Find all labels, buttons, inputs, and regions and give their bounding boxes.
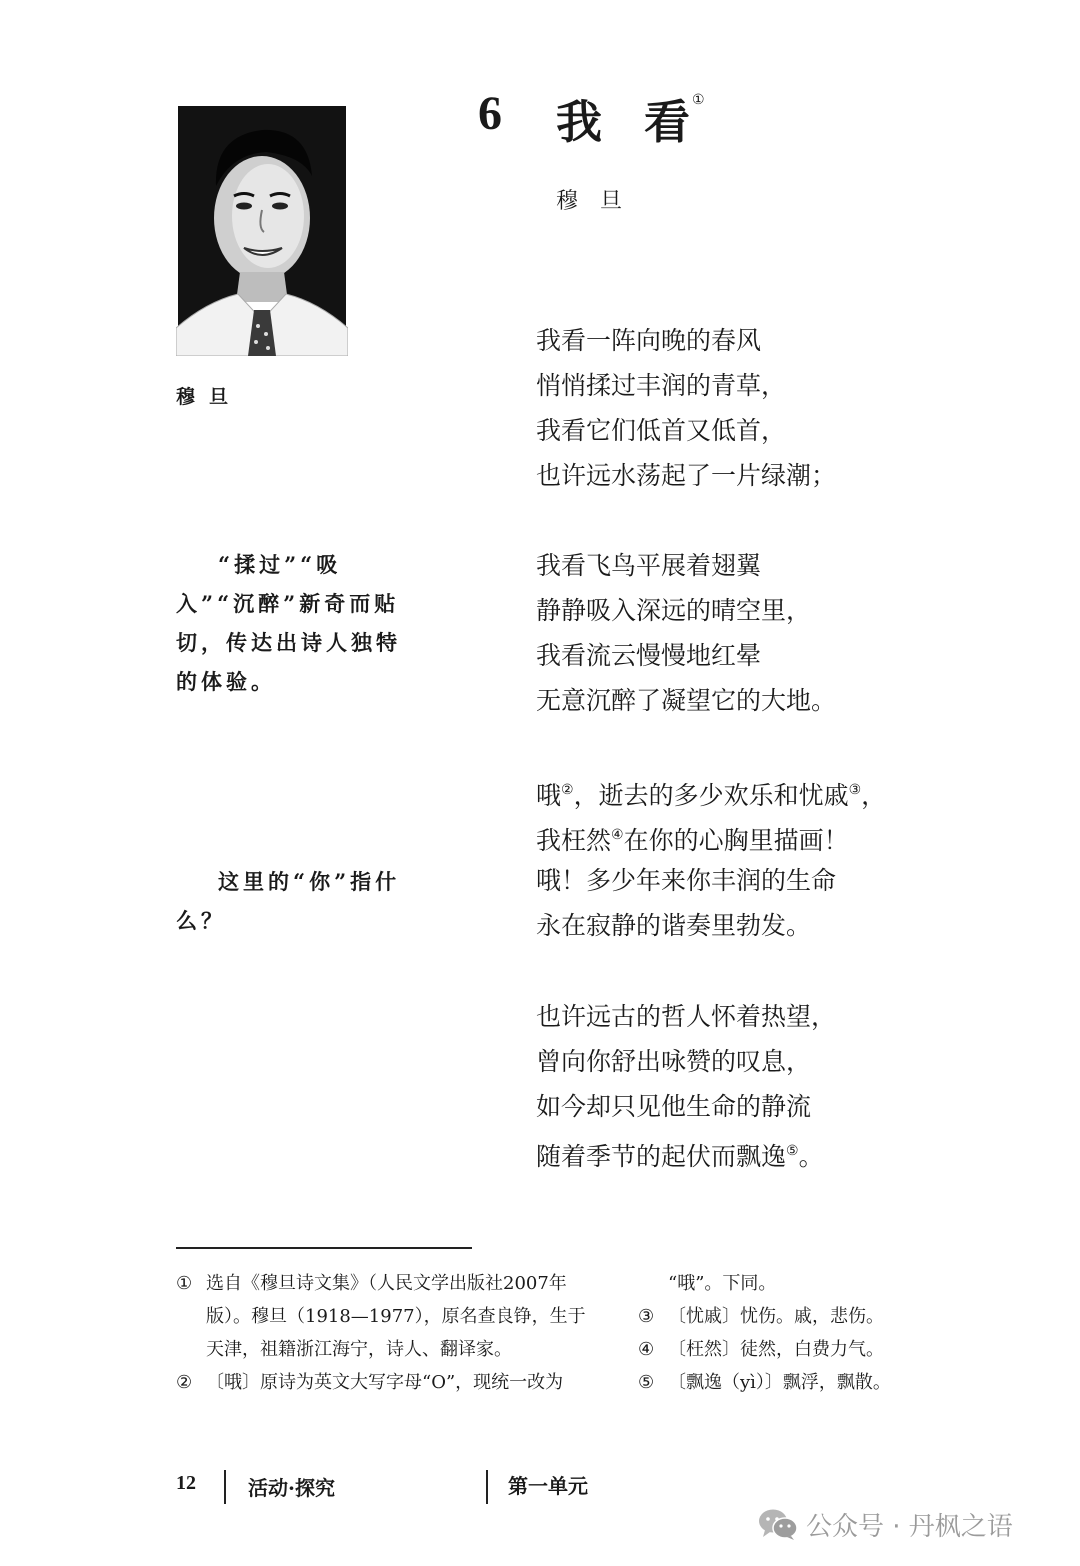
title-char: 看 [644,95,690,149]
page-number: 12 [176,1472,196,1494]
line-text: 随着季节的起伏而飘逸 [536,1142,787,1171]
margin-note: “揉过”“吸入”“沉醉”新奇而贴切，传达出诗人独特的体验。 [176,552,401,694]
line-text: 。 [798,1142,824,1171]
poem-line: 我看流云慢慢地红晕 [536,641,762,670]
footnotes-left [176,1267,596,1399]
poem-line: 我看飞鸟平展着翅翼 [536,551,762,580]
footnote-3 [638,1300,938,1333]
poem-line: 静静吸入深远的晴空里， [536,596,812,625]
poem-line [536,813,886,858]
poem-line: 悄悄揉过丰润的青草， [536,371,787,400]
poem-line: 永在寂静的谐奏里勃发。 [536,911,812,940]
footnote-ref: ⑤ [786,1143,799,1159]
footnote-ref: ③ [848,782,862,798]
poem-stanza-2 [536,543,836,723]
photo-caption: 穆旦 [176,386,243,408]
footnote-ref: ④ [611,827,624,843]
line-text: ，逝去的多少欢乐和忧戚 [573,781,849,810]
footnote-1 [176,1267,596,1366]
line-text: 在你的心胸里描画！ [623,826,849,855]
poem-line: 也许远古的哲人怀着热望， [536,1002,837,1031]
line-text: ， [861,781,887,810]
footnote-number: ① [176,1273,193,1294]
footnote-5 [638,1366,938,1399]
poem-line [536,768,886,813]
footnote-text: 选自《穆旦诗文集》（人民文学出版社2007年版）。穆旦（1918—1977），原名查良铮，生于天津，祖籍浙江海宁，诗人、翻译家。 [206,1273,586,1360]
footnote-number: ② [176,1372,193,1393]
poem-line: 我看一阵向晚的春风 [536,326,762,355]
line-text: 哦 [536,781,562,810]
poem-line: 也许远水荡起了一片绿潮； [536,461,837,490]
poem-stanza-1 [536,318,836,498]
section-label: 活动·探究 [248,1476,335,1500]
author-photo [176,106,348,356]
poem-line: 曾向你舒出咏赞的叹息， [536,1047,812,1076]
poem-line: 哦！多少年来你丰润的生命 [536,866,837,895]
watermark-text: 公众号 · 丹枫之语 [806,1511,1013,1542]
footnote-text: 〔飘逸（yì）〕飘浮，飘散。 [668,1372,891,1393]
footnote-divider [176,1247,472,1249]
footnote-number: ④ [638,1339,655,1360]
footer-divider [486,1470,488,1504]
wechat-icon [758,1507,798,1541]
margin-note-question: 这里的“你”指什么？ [176,869,401,933]
poem-stanza-3 [536,768,886,948]
footnote-2-continued: “哦”。下同。 [668,1273,777,1294]
poem-line: 我看它们低首又低首， [536,416,787,445]
footnote-4 [638,1333,938,1366]
footnote-text: 〔忧戚〕忧伤。戚，悲伤。 [668,1306,884,1327]
footnote-text: 〔枉然〕徒然，白费力气。 [668,1339,884,1360]
footnote-number: ⑤ [638,1372,655,1393]
title-footnote-mark: ① [692,92,705,108]
footnote-text: 〔哦〕原诗为英文大写字母“O”，现统一改为 [206,1372,564,1393]
poem-line: 如今却只见他生命的静流 [536,1092,812,1121]
unit-label: 第一单元 [508,1474,588,1498]
watermark [758,1502,1013,1546]
poem-line: 无意沉醉了凝望它的大地。 [536,686,837,715]
poem-stanza-4 [536,994,836,1174]
footnote-ref: ② [561,782,574,798]
line-text: 我枉然 [536,826,612,855]
footnotes-right [638,1267,938,1399]
footer-divider [224,1470,226,1504]
footnote-number: ③ [638,1306,655,1327]
lesson-number: 6 [478,87,502,140]
author-name: 穆旦 [556,189,645,214]
poem-line [536,1129,836,1174]
footnote-2 [176,1366,596,1399]
title-char: 我 [556,95,602,149]
page-footer [176,1470,606,1506]
